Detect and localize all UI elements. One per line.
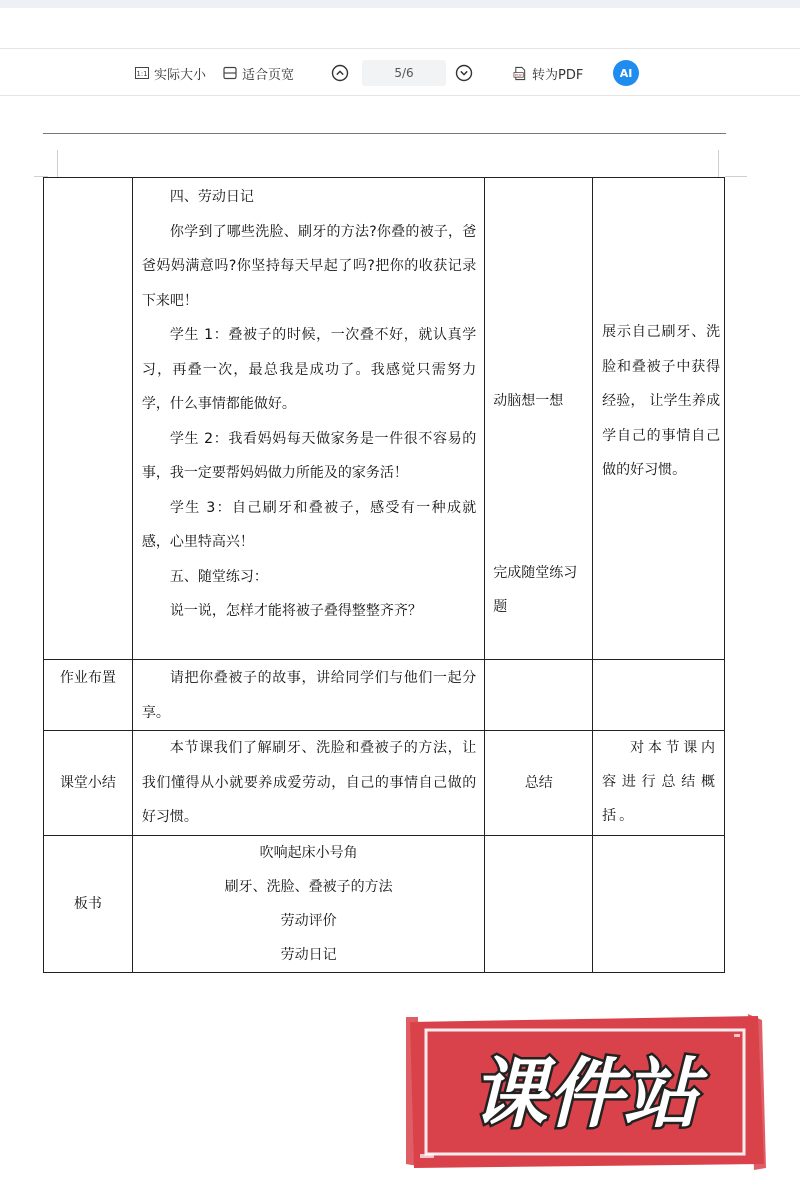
watermark-stamp bbox=[404, 1014, 766, 1170]
actual-size-label: 实际大小 bbox=[154, 67, 207, 83]
board-line: 刷牙、洗脸、叠被子的方法 bbox=[224, 878, 393, 895]
board-line: 吹响起床小号角 bbox=[259, 844, 358, 861]
window-top-strip bbox=[0, 0, 800, 8]
homework-content-cell: 请把你叠被子的故事，讲给同学们与他们一起分享。 bbox=[132, 660, 484, 731]
section-heading-labor-diary: 四、劳动日记 bbox=[169, 189, 254, 205]
watermark-text: 课件站 bbox=[471, 1049, 699, 1138]
table-row bbox=[44, 731, 725, 836]
lesson-plan-table bbox=[43, 177, 725, 973]
to-pdf-label: 转为PDF bbox=[532, 67, 584, 83]
page-corner-mark-left bbox=[48, 150, 58, 177]
activity-think: 动脑想一想 bbox=[493, 393, 564, 409]
page-separator-line bbox=[43, 133, 726, 134]
next-page-button[interactable] bbox=[455, 64, 473, 82]
svg-text:PDF: PDF bbox=[514, 72, 523, 77]
board-line: 劳动日记 bbox=[280, 946, 337, 963]
page-corner-mark-right bbox=[718, 150, 719, 177]
row1-content-cell bbox=[132, 178, 484, 660]
table-row bbox=[44, 660, 725, 731]
board-content-cell bbox=[132, 835, 484, 972]
summary-label-cell: 课堂小结 bbox=[44, 731, 133, 836]
page-corner-mark-right-h bbox=[725, 176, 747, 177]
board-label-cell: 板书 bbox=[44, 835, 133, 972]
row1-purpose-cell bbox=[593, 178, 725, 660]
table-row bbox=[44, 835, 725, 972]
purpose-text: 展示自己刷牙、洗脸和叠被子中获得经验， 让学生养成学自己的事情自己做的好习惯。 bbox=[602, 324, 721, 478]
summary-activity-cell: 总结 bbox=[485, 731, 593, 836]
ai-icon: AI bbox=[619, 66, 633, 80]
svg-text:1:1: 1:1 bbox=[136, 70, 148, 78]
pdf-icon bbox=[513, 66, 527, 80]
board-activity-cell bbox=[485, 835, 593, 972]
summary-purpose-cell: 对本节课内容进行总结概括。 bbox=[593, 731, 725, 836]
convert-pdf-button[interactable] bbox=[513, 61, 583, 85]
table-row bbox=[44, 178, 725, 660]
activity-practice: 完成随堂练习题 bbox=[493, 565, 578, 615]
row1-activity-cell bbox=[485, 178, 593, 660]
homework-label-cell: 作业布置 bbox=[44, 660, 133, 731]
paragraph: 学生 2：我看妈妈每天做家务是一件很不容易的事，我一定要帮妈妈做力所能及的家务活！ bbox=[141, 430, 477, 481]
fit-page-button[interactable] bbox=[223, 61, 294, 85]
ai-assistant-button[interactable] bbox=[613, 60, 639, 86]
prev-page-button[interactable] bbox=[331, 64, 349, 82]
summary-content-cell: 本节课我们了解刷牙、洗脸和叠被子的方法，让我们懂得从小就要养成爱劳动，自己的事情自己做的好习惯。 bbox=[132, 731, 484, 836]
page-indicator[interactable]: 5/6 bbox=[362, 60, 446, 86]
section-heading-practice: 五、随堂练习： bbox=[169, 568, 268, 585]
row1-label-cell bbox=[44, 178, 133, 660]
actual-size-icon bbox=[135, 66, 149, 80]
paragraph: 学生 3：自己刷牙和叠被子，感受有一种成就感，心里特高兴！ bbox=[141, 499, 477, 550]
board-line: 劳动评价 bbox=[280, 912, 337, 929]
fit-page-label: 适合页宽 bbox=[242, 67, 295, 83]
chevron-up-icon bbox=[331, 64, 349, 82]
fit-width-icon bbox=[223, 66, 237, 80]
homework-purpose-cell bbox=[593, 660, 725, 731]
chevron-down-icon bbox=[455, 64, 473, 82]
paragraph: 说一说，怎样才能将被子叠得整整齐齐？ bbox=[169, 603, 422, 619]
homework-activity-cell bbox=[485, 660, 593, 731]
viewer-toolbar bbox=[0, 48, 800, 96]
actual-size-button[interactable] bbox=[135, 61, 206, 85]
board-purpose-cell bbox=[593, 835, 725, 972]
paragraph: 你学到了哪些洗脸、刷牙的方法?你叠的被子，爸爸妈妈满意吗?你坚持每天早起了吗?把你的收获记录下来吧！ bbox=[141, 223, 477, 309]
paragraph: 学生 1：叠被子的时候，一次叠不好，就认真学习，再叠一次，最总我是成功了。我感觉只需努力学，什么事情都能做好。 bbox=[141, 327, 477, 412]
